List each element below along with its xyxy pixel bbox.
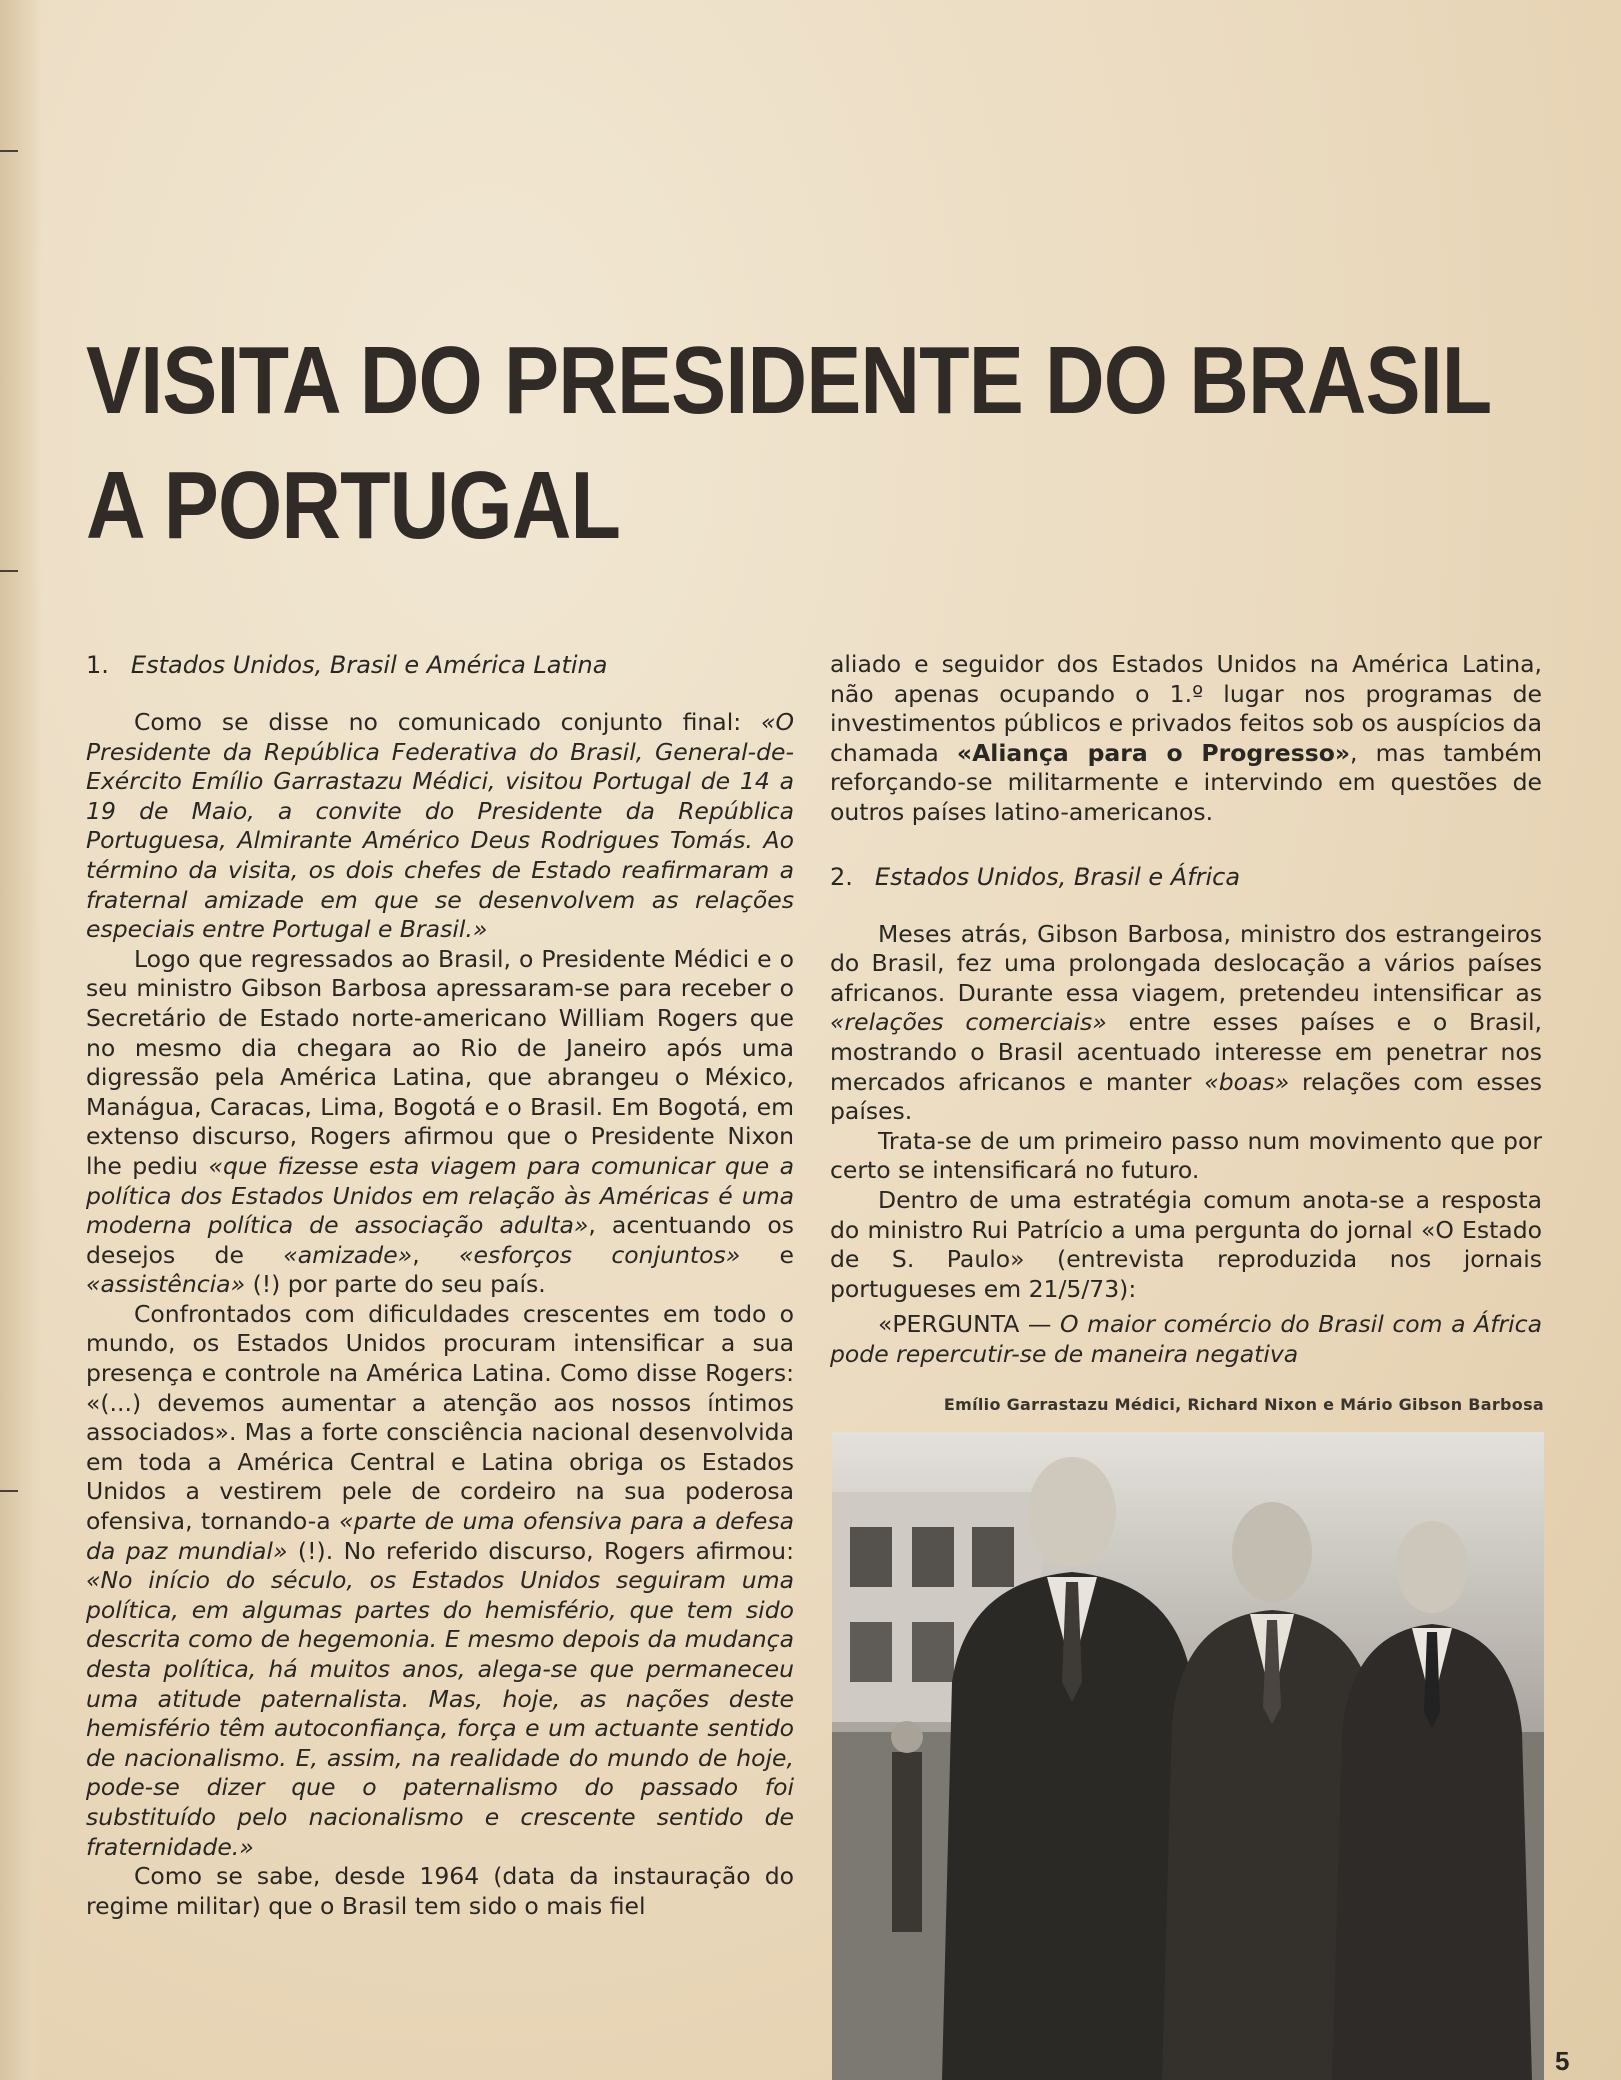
window [850,1622,892,1682]
text: aliado e seguidor dos Estados Unidos na América Latina, não apenas ocupando o 1.º lugar nos programas de investimentos públicos e privados feitos sob os auspícios da chamada [830,650,1542,767]
paragraph [86,945,794,1300]
text: , [412,1240,459,1269]
photo-illustration [832,1432,1544,2080]
face [1232,1502,1312,1602]
section-1-number: 1. [86,651,109,679]
face [1028,1457,1116,1567]
page-number: 5 [1555,2046,1570,2076]
left-column [86,650,794,1921]
quote: O maior comércio do Brasil com a África pode repercutir-se de maneira negativa [830,1310,1542,1368]
text: e [740,1240,794,1269]
background-figure-head [891,1721,923,1753]
paragraph [86,1300,794,1862]
paragraph [830,920,1542,1127]
text: (!). No referido discurso, Rogers afirmou: [287,1536,794,1565]
text: «PERGUNTA — [878,1310,1061,1339]
text: Confrontados com dificuldades crescentes em todo o mundo, os Estados Unidos procuram intensificar a sua presença e controle na América Latina. Como disse Rogers: «(...) devemos aumentar a atenção aos nossos íntimos associados». Mas a forte consciência nacional desenvolvida em toda a América Central e Latina obriga os Estados Unidos a vestirem pele de cordeiro na sua poderosa ofensiva, tornando-a [86,1299,794,1536]
quote: «boas» [1204,1067,1290,1096]
quote: «assistência» [86,1270,246,1299]
paragraph [830,1310,1542,1369]
binding-mark [0,570,18,572]
text: Logo que regressados ao Brasil, o Presidente Médici e o seu ministro Gibson Barbosa apressaram-se para receber o Secretário de Estado norte-americano William Rogers que no mesmo dia chegara ao Rio de Janeiro após uma digressão pela América Latina, que abrangeu o México, Manágua, Caracas, Lima, Bogotá e o Brasil. Em Bogotá, em extenso discurso, Rogers afirmou que o Presidente Nixon lhe pediu [86,944,794,1180]
window [912,1622,954,1682]
paragraph: Como se sabe, desde 1964 (data da instauração do regime militar) que o Brasil tem sido o mais fiel [86,1862,794,1920]
quote: «parte de uma ofensiva para a defesa da paz mundial» [86,1507,794,1565]
section-2-number: 2. [830,862,853,891]
text: relações com esses países. [830,1067,1543,1126]
text: (!) por parte do seu país. [245,1270,546,1299]
text: , mas também reforçando-se militarmente e intervindo em questões de outros países latino-americanos. [830,738,1542,826]
quote: «O Presidente da República Federativa do Brasil, General-de-Exército Emílio Garrastazu Médici, visitou Portugal de 14 a 19 de Maio, a convite do Presidente da República Portuguesa, Almirante Américo Deus Rodrigues Tomás. Ao término da visita, os dois chefes de Estado reafirmaram a fraternal amizade em que se desenvolvem as relações especiais entre Portugal e Brasil.» [86,708,794,944]
background-figure [892,1752,922,1932]
text: entre esses países e o Brasil, mostrando o Brasil acentuado interesse em penetrar nos mercados africanos e manter [830,1008,1542,1096]
quote: «relações comerciais» [830,1008,1107,1037]
paragraph [86,708,794,945]
photo-caption: Emílio Garrastazu Médici, Richard Nixon e Mário Gibson Barbosa [943,1395,1544,1414]
bold-text: «Aliança para o Progresso» [956,738,1351,767]
paragraph: Trata-se de um primeiro passo num movimento que por certo se intensificará no futuro. [830,1126,1542,1185]
quote: «No início do século, os Estados Unidos seguiram uma política, em algumas partes do hemisfério, que tem sido descrita como de hegemonia. E mesmo depois da mudança desta política, há muitos anos, alega-se que permaneceu uma atitude paternalista. Mas, hoje, as nações deste hemisfério têm autoconfiança, força e um actuante sentido de nacionalismo. E, assim, na realidade do mundo de hoje, pode-se dizer que o paternalismo do passado foi substituído pelo nacionalismo e crescente sentido de fraternidade.» [86,1566,794,1861]
window [912,1527,954,1587]
binding-mark [0,1490,18,1492]
text: Meses atrás, Gibson Barbosa, ministro dos estrangeiros do Brasil, fez uma prolongada deslocação a vários países africanos. Durante essa viagem, pretendeu intensificar as [830,919,1542,1007]
photo-three-men [832,1432,1544,2080]
quote: «que fizesse esta viagem para comunicar que a política dos Estados Unidos em relação às Américas é uma moderna política de associação adulta» [86,1151,794,1240]
quote: «esforços conjuntos» [458,1240,741,1269]
right-column [830,650,1542,1369]
article-title [86,318,1492,568]
window [972,1527,1014,1587]
quote: «amizade» [283,1240,413,1269]
section-1-title: Estados Unidos, Brasil e América Latina [130,651,608,679]
face [1396,1521,1468,1613]
title-line-2: A PORTUGAL [86,452,621,559]
section-2-heading [830,862,1542,892]
paragraph [830,650,1542,828]
section-1-heading [86,650,794,680]
window [850,1527,892,1587]
text: Como se disse no comunicado conjunto final: [134,708,761,736]
binding-mark [0,150,18,152]
paragraph: Dentro de uma estratégia comum anota-se a resposta do ministro Rui Patrício a uma pergunta do jornal «O Estado de S. Paulo» (entrevista reproduzida nos jornais portugueses em 21/5/73): [830,1185,1542,1303]
text: , acentuando os desejos de [86,1211,794,1269]
title-line-1: VISITA DO PRESIDENTE DO BRASIL [86,327,1492,434]
page-spine [0,0,42,2080]
section-2-title: Estados Unidos, Brasil e África [874,862,1241,891]
